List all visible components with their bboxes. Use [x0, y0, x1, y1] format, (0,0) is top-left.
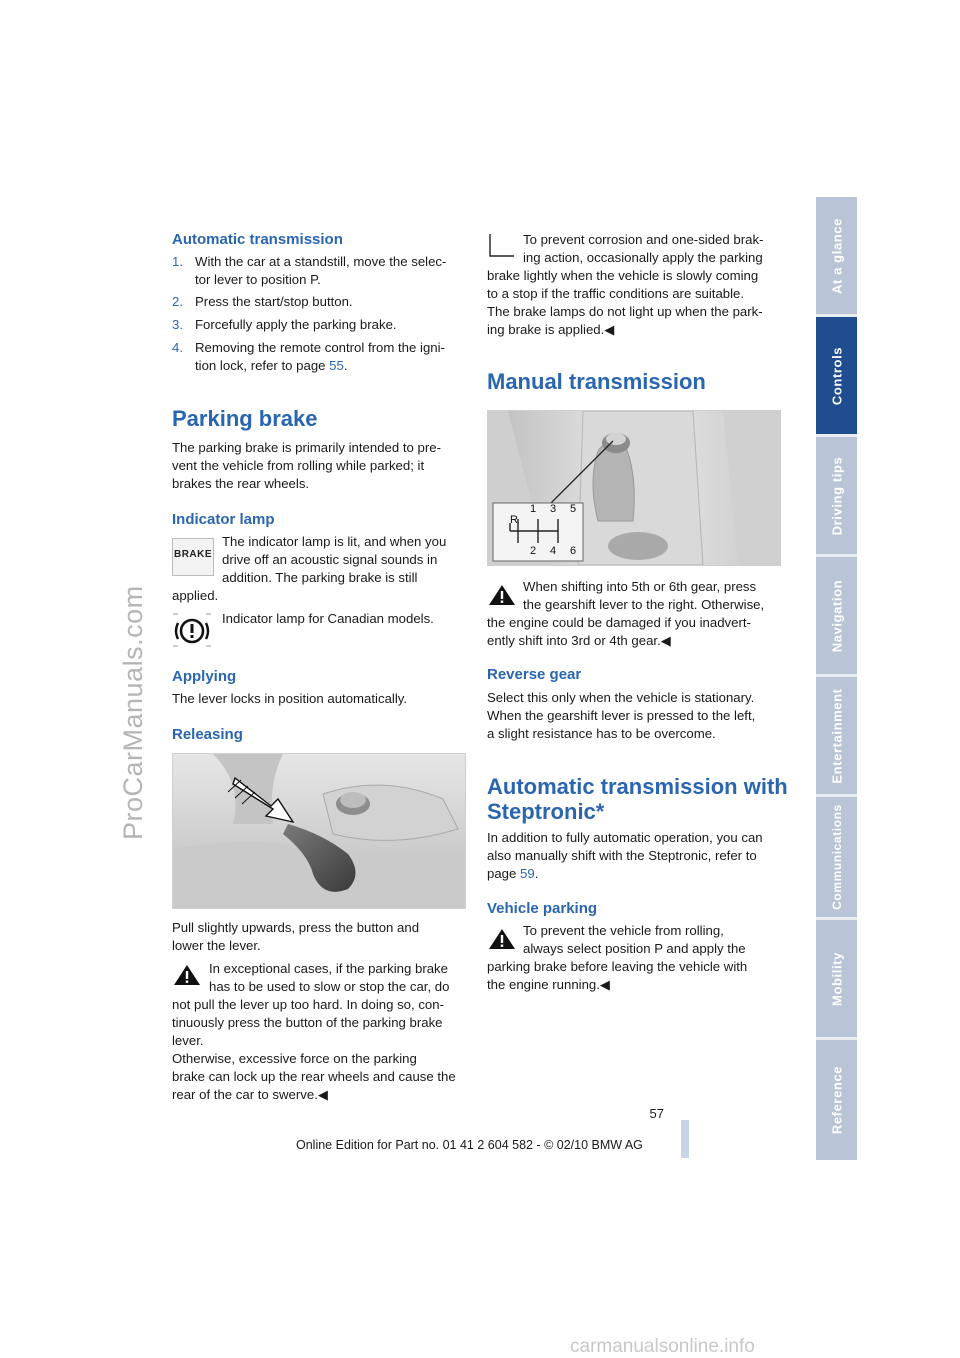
- page-marker-bar: [681, 1120, 689, 1158]
- page-link-59[interactable]: 59: [520, 866, 535, 881]
- heading-releasing: Releasing: [172, 726, 243, 743]
- tab-entertainment[interactable]: Entertainment: [816, 677, 857, 794]
- tab-mobility[interactable]: Mobility: [816, 920, 857, 1037]
- releasing-warning-indent: In exceptional cases, if the parking brake has to be used to slow or stop the car, do: [209, 961, 450, 994]
- heading-manual-transmission: Manual transmission: [487, 369, 706, 394]
- heading-parking-brake: Parking brake: [172, 406, 318, 431]
- footer-edition-text: Online Edition for Part no. 01 41 2 604 582 - © 02/10 BMW AG: [296, 1138, 643, 1152]
- warning-icon: [487, 927, 517, 951]
- watermark-carmanualsonline: carmanualsonline.info: [570, 1336, 755, 1357]
- parking-brake-lever-drawing: [173, 754, 465, 908]
- tab-controls[interactable]: Controls: [816, 317, 857, 434]
- vehicle-parking-indent: To prevent the vehicle from rolling, always select position P and apply the: [523, 923, 746, 956]
- tab-reference[interactable]: Reference: [816, 1040, 857, 1160]
- applying-text: The lever locks in position automatically.: [172, 691, 408, 706]
- canadian-brake-indicator-icon: [172, 610, 212, 650]
- brake-indicator-icon: BRAKE: [172, 538, 214, 576]
- heading-automatic-transmission: Automatic transmission: [172, 231, 343, 248]
- gearshift-drawing: [488, 411, 780, 565]
- reverse-gear-text: Select this only when the vehicle is stationary. When the gearshift lever is pressed to the left, a slight resistance has to be overcome.: [487, 690, 756, 741]
- manual-warning-indent: When shifting into 5th or 6th gear, press the gearshift lever to the right. Otherwise,: [523, 579, 765, 612]
- vehicle-parking-text: parking brake before leaving the vehicle with the engine running.◀: [487, 959, 748, 992]
- page-number: 57: [649, 1106, 664, 1121]
- heading-steptronic: Automatic transmission with Steptronic*: [487, 774, 788, 824]
- step-3: 3. Forcefully apply the parking brake.: [172, 317, 397, 332]
- parking-brake-text: The parking brake is primarily intended to pre- vent the vehicle from rolling while parked; it brakes the rear wheels.: [172, 440, 442, 491]
- note-corner-icon: [487, 232, 517, 258]
- step-4: 4. Removing the remote control from the igni- tion lock, refer to page 55.: [172, 340, 445, 373]
- corrosion-note-text: brake lightly when the vehicle is slowly coming to a stop if the traffic conditions are suitable. The brake lamps do not light up when the park- ing brake is applied.◀: [487, 268, 763, 337]
- parking-brake-lever-illustration: [172, 753, 466, 909]
- canadian-indicator-text: Indicator lamp for Canadian models.: [222, 611, 434, 626]
- tab-communications[interactable]: Communications: [816, 797, 857, 917]
- steptronic-text: In addition to fully automatic operation, you can also manually shift with the Steptronic, refer to page 59.: [487, 830, 763, 881]
- step-2: 2. Press the start/stop button.: [172, 294, 353, 309]
- warning-icon: [172, 963, 202, 987]
- gearshift-illustration: R 1 3 5 2 4 6: [487, 410, 781, 566]
- heading-indicator-lamp: Indicator lamp: [172, 511, 275, 528]
- step-1: 1. With the car at a standstill, move the selec- tor lever to position P.: [172, 254, 447, 287]
- tab-driving-tips[interactable]: Driving tips: [816, 437, 857, 554]
- heading-reverse-gear: Reverse gear: [487, 666, 582, 683]
- indicator-lamp-text: The indicator lamp is lit, and when you drive off an acoustic signal sounds in addition. The parking brake is still: [222, 534, 447, 585]
- tab-navigation[interactable]: Navigation: [816, 557, 857, 674]
- heading-applying: Applying: [172, 668, 237, 685]
- releasing-warning-text: not pull the lever up too hard. In doing so, con- tinuously press the button of the parking brake lever. Otherwise, excessive force on the parking brake can lock up the rear wheels and cause the rear of the car to swerve.◀: [172, 997, 456, 1102]
- heading-vehicle-parking: Vehicle parking: [487, 900, 598, 917]
- warning-icon: [487, 583, 517, 607]
- indicator-lamp-tail: applied.: [172, 588, 219, 603]
- side-navigation: [816, 197, 857, 1160]
- page-link-55[interactable]: 55: [329, 358, 344, 373]
- tab-at-a-glance[interactable]: At a glance: [816, 197, 857, 314]
- corrosion-note-indent: To prevent corrosion and one-sided brak- ing action, occasionally apply the parking: [523, 232, 764, 265]
- releasing-text: Pull slightly upwards, press the button and lower the lever.: [172, 920, 420, 953]
- manual-warning-text: the engine could be damaged if you inadvert- ently shift into 3rd or 4th gear.◀: [487, 615, 751, 648]
